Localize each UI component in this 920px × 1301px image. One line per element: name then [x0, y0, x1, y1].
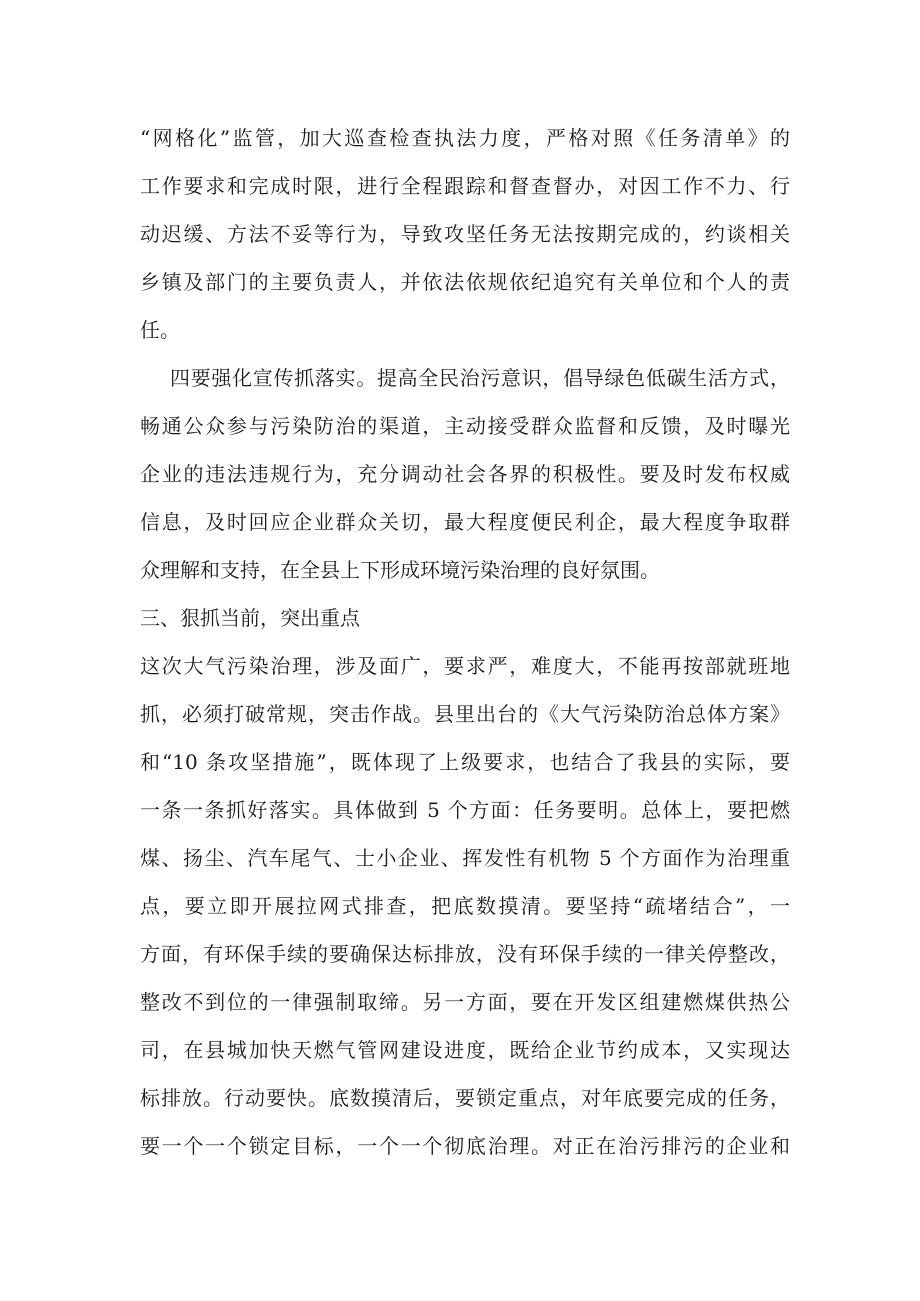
text-line: 点，要立即开展拉网式排查，把底数摸清。要坚持“疏堵结合”，一: [140, 894, 790, 918]
text-line: 工作要求和完成时限，进行全程跟踪和督查督办，对因工作不力、行: [140, 174, 790, 198]
text-line: 三、狠抓当前，突出重点: [140, 606, 360, 630]
text-line: 乡镇及部门的主要负责人，并依法依规依纪追究有关单位和个人的责: [140, 270, 790, 294]
text-line: 煤、扬尘、汽车尾气、士小企业、挥发性有机物 5 个方面作为治理重: [140, 846, 790, 870]
text-line: 任。: [140, 318, 180, 342]
text-line: 标排放。行动要快。底数摸清后，要锁定重点，对年底要完成的任务，: [140, 1086, 790, 1110]
text-line: 畅通公众参与污染防治的渠道，主动接受群众监督和反馈，及时曝光: [140, 414, 790, 438]
text-line: 抓，必须打破常规，突击作战。县里出台的《大气污染防治总体方案》: [140, 702, 790, 726]
paragraph: [140, 114, 790, 354]
text-line: 企业的违法违规行为，充分调动社会各界的积极性。要及时发布权威: [140, 462, 790, 486]
text-line: 和“10 条攻坚措施”，既体现了上级要求，也结合了我县的实际，要: [140, 750, 790, 774]
paragraph: [140, 354, 790, 594]
text-line: 众理解和支持，在全县上下形成环境污染治理的良好氛围。: [140, 558, 660, 582]
text-line: 这次大气污染治理，涉及面广，要求严，难度大，不能再按部就班地: [140, 654, 790, 678]
text-line: 信息，及时回应企业群众关切，最大程度便民利企，最大程度争取群: [140, 510, 790, 534]
text-line: 一条一条抓好落实。具体做到 5 个方面：任务要明。总体上，要把燃: [140, 798, 790, 822]
text-line: 方面，有环保手续的要确保达标排放，没有环保手续的一律关停整改，: [140, 942, 790, 966]
paragraph: [140, 642, 790, 1170]
text-line: 动迟缓、方法不妥等行为，导致攻坚任务无法按期完成的，约谈相关: [140, 222, 790, 246]
text-line: 要一个一个锁定目标，一个一个彻底治理。对正在治污排污的企业和: [140, 1134, 790, 1158]
body-text: [140, 114, 790, 1170]
text-line: “网格化”监管，加大巡查检查执法力度，严格对照《任务清单》的: [140, 126, 790, 150]
text-line: 整改不到位的一律强制取缔。另一方面，要在开发区组建燃煤供热公: [140, 990, 790, 1014]
text-line: 司，在县城加快天燃气管网建设进度，既给企业节约成本，又实现达: [140, 1038, 790, 1062]
section-heading: [140, 594, 790, 642]
text-line: 四要强化宣传抓落实。提高全民治污意识，倡导绿色低碳生活方式，: [170, 366, 790, 390]
